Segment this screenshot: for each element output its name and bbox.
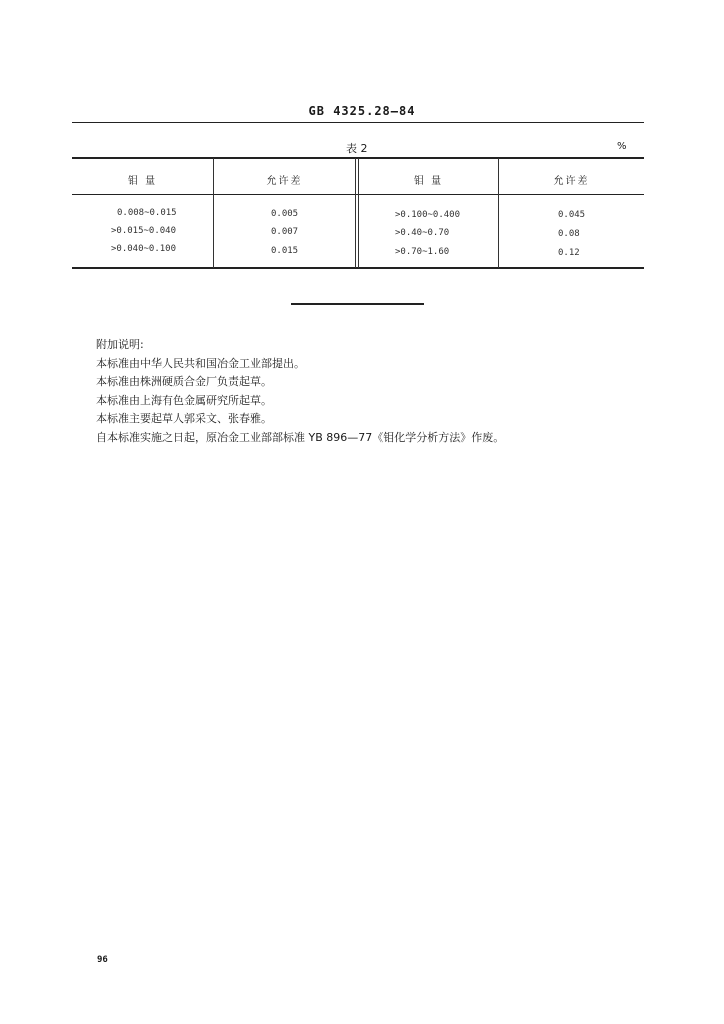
tolerance-cell: 0.045 (558, 210, 586, 220)
column-header: 允许差 (266, 176, 303, 187)
page-number: 96 (97, 955, 108, 965)
range-cell: >0.40~0.70 (395, 228, 450, 238)
range-cell: >0.040~0.100 (111, 244, 177, 254)
header-rule (72, 122, 644, 123)
range-cell: >0.015~0.040 (111, 226, 177, 236)
table-caption: 表 2 (346, 142, 368, 155)
tolerance-cell: 0.007 (271, 227, 299, 237)
standard-code: GB 4325.28—84 (308, 104, 416, 118)
column-header: 钼 量 (127, 176, 158, 187)
notes-line: 本标准主要起草人郭采文、张春雅。 (96, 412, 272, 425)
tolerance-cell: 0.005 (271, 209, 299, 219)
range-cell: 0.008~0.015 (117, 208, 177, 218)
section-end-rule (291, 303, 424, 305)
table-unit: % (617, 141, 627, 152)
notes-line: 本标准由株洲硬质合金厂负责起草。 (96, 375, 272, 388)
column-header: 允许差 (553, 176, 590, 187)
tolerance-cell: 0.12 (558, 248, 580, 258)
tolerance-cell: 0.015 (271, 246, 299, 256)
notes-line: 自本标准实施之日起，原冶金工业部部标准 YB 896—77《钼化学分析方法》作废。 (96, 430, 505, 444)
range-cell: >0.70~1.60 (395, 247, 450, 257)
range-cell: >0.100~0.400 (395, 210, 461, 220)
notes-line: 本标准由上海有色金属研究所起草。 (96, 393, 272, 407)
tolerance-cell: 0.08 (558, 229, 580, 239)
notes-title: 附加说明: (96, 338, 144, 351)
column-divider (355, 158, 356, 268)
additional-notes (96, 336, 504, 447)
notes-line: 本标准由中华人民共和国冶金工业部提出。 (96, 356, 305, 370)
column-header: 钼 量 (413, 176, 444, 187)
